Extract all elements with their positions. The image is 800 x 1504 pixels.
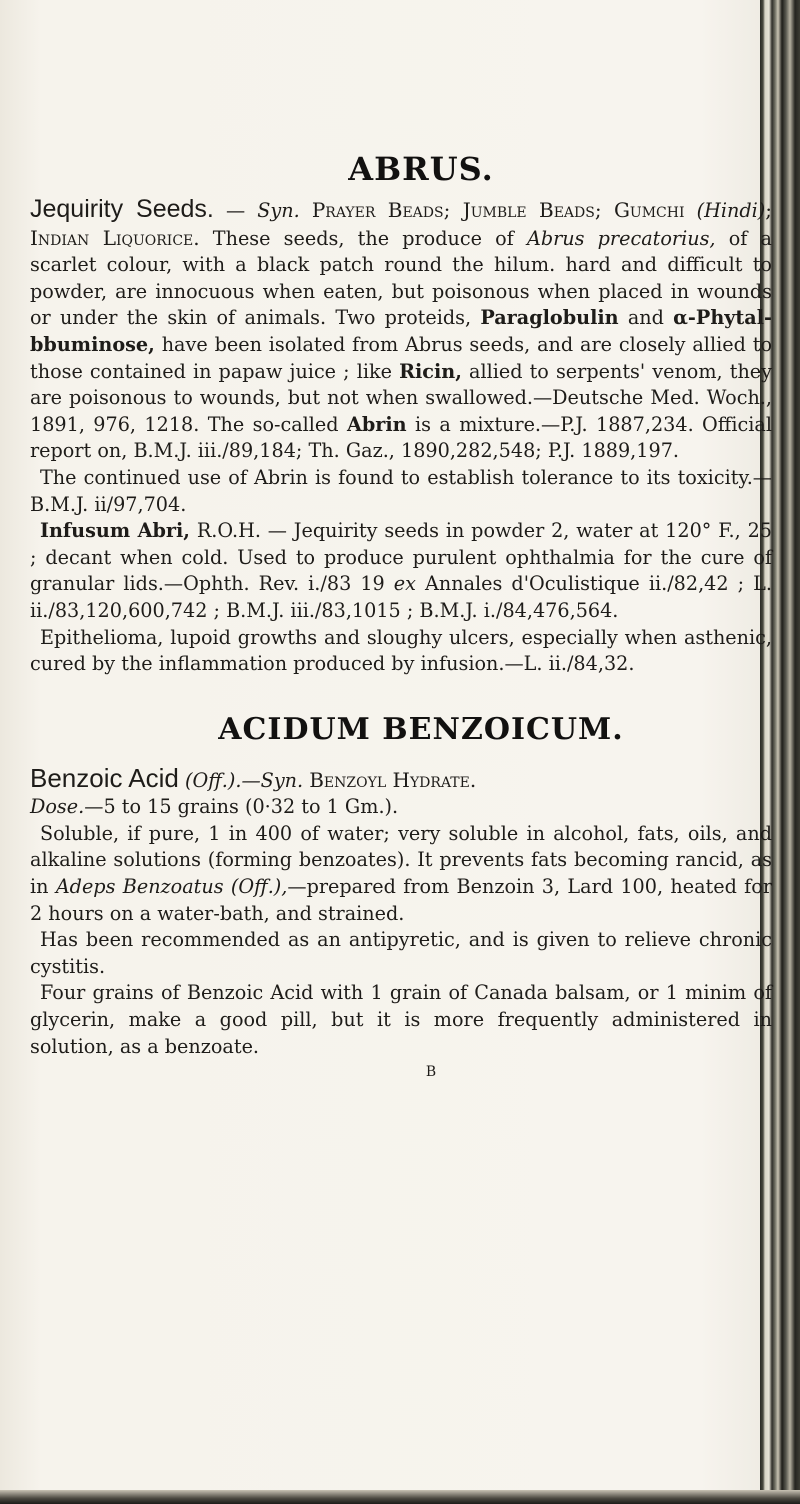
epithelioma-paragraph: Epithelioma, lupoid growths and sloughy ulcers, especially when asthenic, cured by the inflammation produced by infusion.—L. ii./84,32. — [30, 625, 772, 676]
syn-label: Syn. — [257, 199, 300, 222]
dose-text: —5 to 15 grains (0·32 to 1 Gm.). — [84, 795, 399, 819]
abrus-text-3: have been isolated from Abrus seeds, and are closely allied to those contained in papaw juice ; like — [30, 332, 772, 383]
official-note: (Off.). — [184, 768, 242, 792]
abrus-text-5: is a mixture.—P.J. 1887,234. Official report on, B.M.J. iii./89,184; Th. Gaz., 1890,282,548; P.J. 1889,197. — [30, 412, 773, 463]
term-phytalbuminose: α-Phytal-bbuminose, — [30, 306, 772, 356]
hindi-note: (Hindi) — [696, 199, 766, 222]
adeps-benzoatus: Adeps Benzoatus — [55, 875, 224, 899]
term-abrin: Abrin — [346, 412, 407, 436]
abrus-text-2: of a scarlet colour, with a black patch round the hilum. hard and difficult to powder, are innocuous when eaten, but poisonous when placed in wounds or under the skin of animals. Two proteids, — [30, 226, 772, 330]
abrus-text-4: allied to serpents' venom, they are poisonous to wounds, but not when swallowed.—Deutsche Med. Woch., 1891, 976, 1218. The so-called — [30, 359, 773, 436]
benzoic-pill-paragraph: Four grains of Benzoic Acid with 1 grain of Canada balsam, or 1 minim of glycerin, make a good pill, but it is more frequently administered in solution, as a benzoate. — [30, 981, 772, 1058]
ex-note: ex — [393, 572, 416, 596]
abrus-synonyms-paragraph: Jequirity Seeds. — Syn. Prayer Beads; Jumble Beads; Gumchi (Hindi); Indian Liquorice. These seeds, the produce of Abrus precatorius, of a scarlet colour, with a black patch round the hilum. hard and difficult to powder, are innocuous when eaten, but poisonous when placed in wounds or under the skin of animals. Two proteids, Paraglobulin and α-Phytal-bbuminose, have been isolated from Abrus seeds, and are closely allied to those contained in papaw juice ; like Ricin, allied to serpents' venom, they are poisonous to wounds, but not when swallowed.—Deutsche Med. Woch., 1891, 976, 1218. The so-called Abrin is a mixture.—P.J. 1887,234. Official report on, B.M.J. iii./89,184; Th. Gaz., 1890,282,548; P.J. 1889,197. — [30, 195, 773, 463]
solubility-text-1: Soluble, if pure, 1 in 400 of water; very soluble in alcohol, fats, oils, and alkaline solutions (forming benzoates). It prevents fats becoming rancid, as in — [30, 821, 772, 899]
entry-title-benzoic-acid: Benzoic Acid — [30, 762, 179, 793]
section-heading-abrus: ABRUS. — [348, 150, 494, 188]
dose-label: Dose. — [30, 795, 85, 819]
page-content — [30, 150, 772, 1080]
term-infusum-abri: Infusum Abri, — [40, 519, 190, 543]
benzoic-acid-title-paragraph — [30, 762, 772, 821]
abrus-tolerance-paragraph: The continued use of Abrin is found to establish tolerance to its toxicity.—B.M.J. ii/97,704. — [30, 465, 772, 516]
entry-title-jequirity-seeds: Jequirity Seeds. — [30, 195, 214, 223]
benzoic-solubility-paragraph — [30, 821, 772, 927]
benzoic-synonym: Benzoyl Hydrate. — [309, 767, 477, 792]
benzoic-use-paragraph: Has been recommended as an antipyretic, and is given to relieve chronic cystitis. — [30, 928, 772, 978]
abrus-text-1: These seeds, the produce of — [212, 226, 514, 250]
infusum-abri-paragraph — [30, 518, 772, 624]
conj-and: and — [627, 306, 664, 330]
abrus-synonyms: Prayer Beads; Jumble Beads; Gumchi — [311, 198, 685, 222]
species-name: Abrus precatorius, — [526, 226, 716, 250]
page-bottom-edge — [0, 1490, 800, 1504]
adeps-official-note: (Off.), — [230, 875, 288, 899]
section-heading-acidum-benzoicum: ACIDUM BENZOICUM. — [218, 711, 624, 747]
abrus-synonyms-end: ; Indian Liquorice. — [30, 198, 772, 250]
syn-label-benzoic: —Syn. — [241, 768, 304, 792]
solubility-text-2: —prepared from Benzoin 3, Lard 100, heated for 2 hours on a water-bath, and strained. — [30, 875, 773, 925]
infusum-text-1: R.O.H. — Jequirity seeds in powder 2, water at 120° F., 25 ; decant when cold. Used to produce purulent ophthalmia for the cure of granular lids.—Ophth. Rev. i./83 19 — [30, 519, 772, 596]
infusum-text-2: Annales d'Oculistique ii./82,42 ; L. ii./83,120,600,742 ; B.M.J. iii./83,1015 ; B.M.J. i./84,476,564. — [30, 572, 772, 622]
signature-mark: B — [425, 1064, 437, 1081]
term-paraglobulin: Paraglobulin — [480, 306, 619, 330]
term-ricin: Ricin, — [399, 359, 462, 383]
